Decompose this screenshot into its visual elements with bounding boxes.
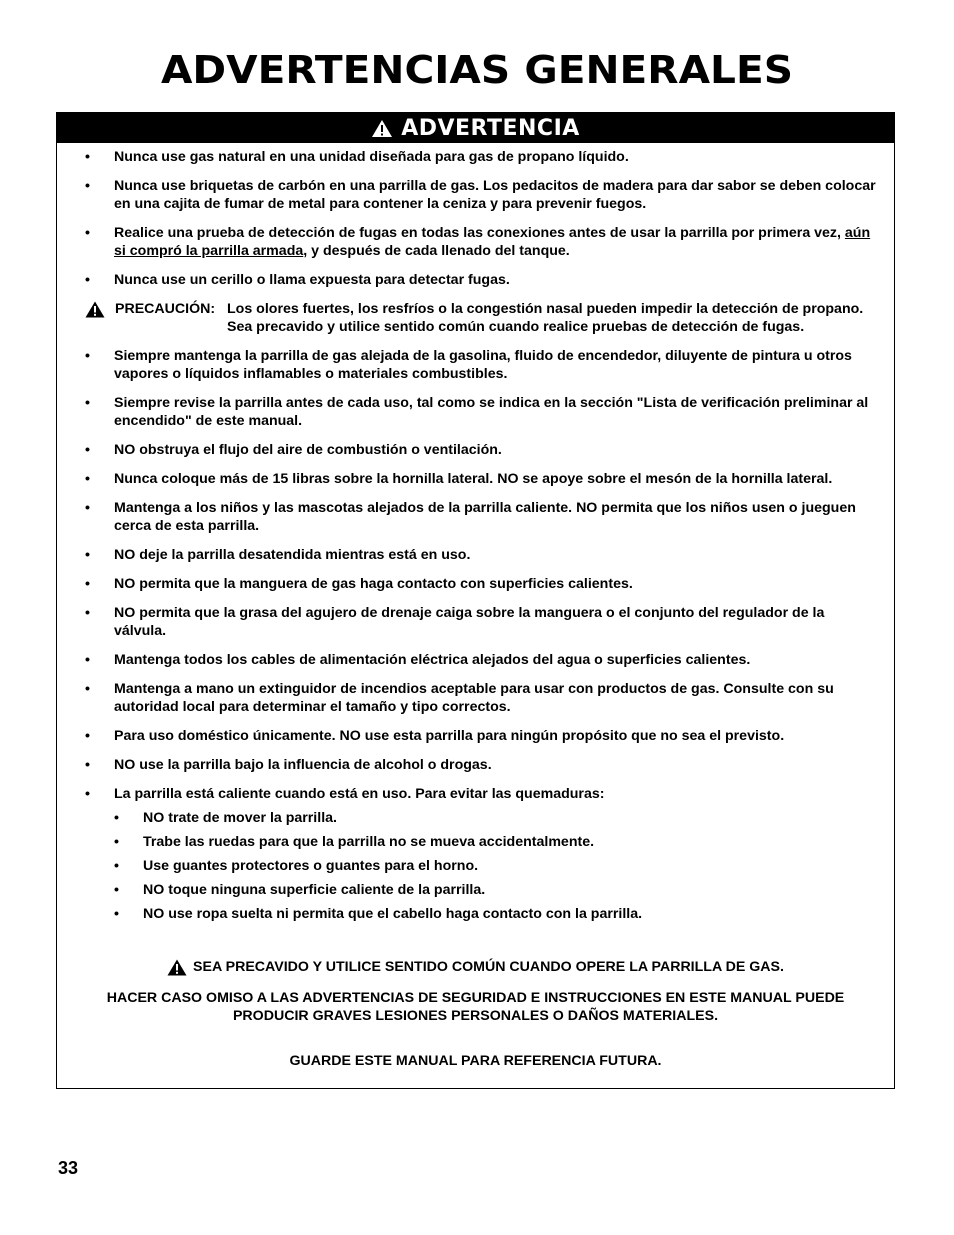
list-item-text: Siempre mantenga la parrilla de gas alejada de la gasolina, fluido de encendedor, diluyente de pintura u otros vapores o líquidos inflamables o materiales combustibles. — [114, 348, 852, 382]
list-item-text — [114, 785, 876, 929]
warning-triangle-icon — [371, 119, 393, 138]
list-item-text: Nunca use un cerillo o llama expuesta para detectar fugas. — [114, 272, 510, 288]
sub-list-item-text: Use guantes protectores o guantes para el horno. — [143, 858, 479, 874]
bullet: • — [85, 500, 90, 516]
bullet: • — [85, 757, 90, 773]
list-item-text: Nunca use briquetas de carbón en una parrilla de gas. Los pedacitos de madera para dar sabor se deben colocar en una cajita de fumar de metal para contener la ceniza y para prevenir fuegos. — [114, 178, 876, 212]
sub-list-item-text: NO trate de mover la parrilla. — [143, 810, 337, 826]
list-item — [85, 177, 876, 213]
warning-triangle-icon — [167, 959, 187, 976]
sub-list-item — [114, 833, 876, 851]
list-item — [85, 680, 876, 716]
bullet: • — [85, 681, 90, 697]
list-item — [85, 604, 876, 640]
list-item-leak-test — [85, 224, 876, 260]
list-item — [85, 756, 876, 774]
footer-line-1: SEA PRECAVIDO Y UTILICE SENTIDO COMÚN CUANDO OPERE LA PARRILLA DE GAS. — [193, 959, 784, 975]
sub-list-item — [114, 809, 876, 827]
list-item — [85, 651, 876, 669]
bullet: • — [85, 348, 90, 364]
list-item — [85, 271, 876, 289]
list-item-text: Para uso doméstico únicamente. NO use esta parrilla para ningún propósito que no sea el previsto. — [114, 728, 785, 744]
bullet: • — [114, 882, 119, 898]
caution-note — [85, 300, 876, 336]
bullet: • — [85, 272, 90, 288]
sub-list-item-text: Trabe las ruedas para que la parrilla no se mueva accidentalmente. — [143, 834, 595, 850]
footer-line-3: GUARDE ESTE MANUAL PARA REFERENCIA FUTURA. — [289, 1053, 662, 1069]
sub-list-item — [114, 881, 876, 899]
warning-header-label: ADVERTENCIA — [401, 115, 580, 141]
caution-icon-wrap — [85, 300, 115, 336]
list-item-text: Mantenga a los niños y las mascotas alejados de la parrilla caliente. NO permita que los niños usen o jueguen cerca de esta parrilla. — [114, 500, 856, 534]
list-item — [85, 394, 876, 430]
bullet: • — [85, 442, 90, 458]
bullet: • — [85, 547, 90, 563]
bullet: • — [85, 225, 90, 241]
list-item-text: NO deje la parrilla desatendida mientras está en uso. — [114, 547, 471, 563]
bullet: • — [85, 652, 90, 668]
burn-sublist — [114, 809, 876, 923]
footer-line-2: HACER CASO OMISO A LAS ADVERTENCIAS DE SEGURIDAD E INSTRUCCIONES EN ESTE MANUAL PUEDE PRODUCIR GRAVES LESIONES PERSONALES O DAÑOS MATERIALES. — [106, 990, 845, 1024]
caution-line-1: Los olores fuertes, los resfríos o la congestión nasal pueden impedir la detección de propano. — [227, 301, 864, 317]
bullet: • — [114, 906, 119, 922]
footer-caution-line — [57, 958, 894, 976]
leak-test-underlined: aún si compró la parrilla armada — [114, 225, 871, 259]
caution-label: PRECAUCIÓN: — [115, 301, 216, 317]
bullet: • — [85, 149, 90, 165]
caution-text — [227, 300, 876, 336]
list-item-text: Nunca coloque más de 15 libras sobre la hornilla lateral. NO se apoye sobre el mesón de la hornilla lateral. — [114, 471, 833, 487]
list-item-text: NO use la parrilla bajo la influencia de alcohol o drogas. — [114, 757, 492, 773]
list-item-text: NO obstruya el flujo del aire de combustión o ventilación. — [114, 442, 502, 458]
list-item-text: NO permita que la manguera de gas haga contacto con superficies calientes. — [114, 576, 633, 592]
warning-box — [56, 112, 895, 1089]
page-title: ADVERTENCIAS GENERALES — [160, 48, 794, 92]
list-item-text: NO permita que la grasa del agujero de drenaje caiga sobre la manguera o el conjunto del regulador de la válvula. — [114, 605, 825, 639]
bullet: • — [114, 834, 119, 850]
sub-list-item — [114, 905, 876, 923]
bullet: • — [85, 786, 90, 802]
sub-list-item-text: NO use ropa suelta ni permita que el cabello haga contacto con la parrilla. — [143, 906, 643, 922]
list-item — [85, 441, 876, 459]
list-item — [85, 727, 876, 745]
list-item — [85, 470, 876, 488]
warning-footer — [57, 958, 894, 1070]
list-item-text — [114, 224, 876, 260]
bullet: • — [85, 576, 90, 592]
leak-test-text: Realice una prueba de detección de fugas en todas las conexiones antes de usar la parrilla por primera vez, — [114, 225, 845, 241]
bullet: • — [85, 395, 90, 411]
list-item-text: Nunca use gas natural en una unidad diseñada para gas de propano líquido. — [114, 149, 629, 165]
warning-header — [57, 113, 894, 143]
list-item-burns — [85, 785, 876, 929]
list-item — [85, 546, 876, 564]
warning-list — [57, 143, 894, 929]
bullet: • — [114, 858, 119, 874]
list-item — [85, 499, 876, 535]
bullet: • — [85, 605, 90, 621]
list-item-text: Mantenga a mano un extinguidor de incendios aceptable para usar con productos de gas. Consulte con su autoridad local para determinar el tamaño y tipo correctos. — [114, 681, 834, 715]
bullet: • — [85, 728, 90, 744]
list-item — [85, 148, 876, 166]
caution-line-2: Sea precavido y utilice sentido común cuando realice pruebas de detección de fugas. — [227, 319, 805, 335]
leak-test-text-end: , y después de cada llenado del tanque. — [303, 243, 570, 259]
sub-list-item-text: NO toque ninguna superficie caliente de la parrilla. — [143, 882, 486, 898]
list-item — [85, 347, 876, 383]
bullet: • — [114, 810, 119, 826]
sub-list-item — [114, 857, 876, 875]
list-item-text: Mantenga todos los cables de alimentación eléctrica alejados del agua o superficies calientes. — [114, 652, 751, 668]
list-item — [85, 575, 876, 593]
page-number: 33 — [58, 1158, 79, 1178]
bullet: • — [85, 471, 90, 487]
bullet: • — [85, 178, 90, 194]
list-item-text: Siempre revise la parrilla antes de cada uso, tal como se indica en la sección "Lista de verificación preliminar al encendido" de este manual. — [114, 395, 869, 429]
burns-intro: La parrilla está caliente cuando está en uso. Para evitar las quemaduras: — [114, 786, 605, 802]
warning-triangle-icon — [85, 301, 105, 318]
